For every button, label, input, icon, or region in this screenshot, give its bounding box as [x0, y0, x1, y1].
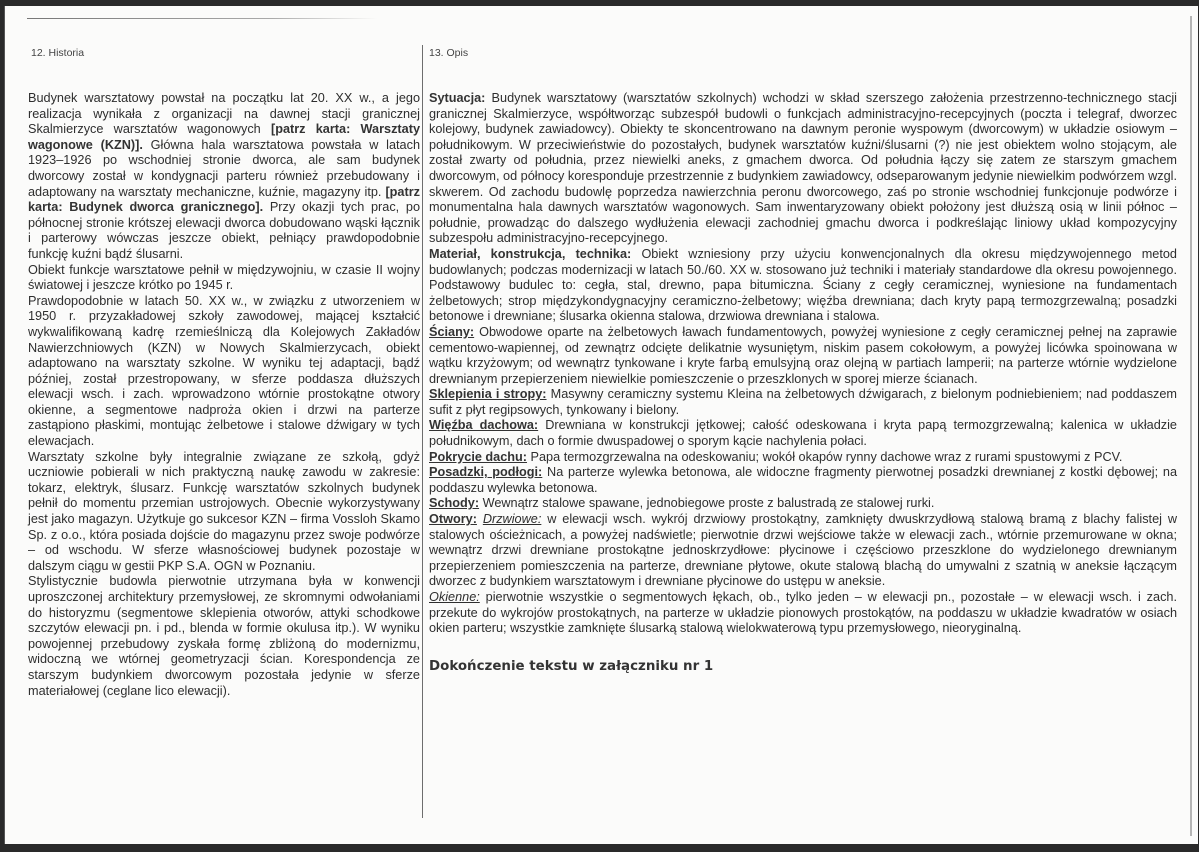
opis-section-material: [429, 247, 1177, 325]
historia-paragraph: Prawdopodobnie w latach 50. XX w., w związku z utworzeniem w 1950 r. przyzakładowej szkoły zawodowej, mającej kształcić wykwalifikowaną kadrę rzemieślniczą dla Kolejowych Zakładów Nawierzchniowych (KZN) w Nowych Skalmierzycach, obiekt adaptowano na warsztaty szkolne. W wyniku tej adaptacji, bądź później, został przestropowany, w sferze poddasza dłuższych elewacji wsch. i zach. wprowadzono wtórnie prostokątne otwory okienne, a segmentowe nadproża okien i drzwi na parterze zastąpiono płaskimi, montując żelbetowe i stalowe dźwigary w tych elewacjach.: [28, 293, 420, 449]
opis-section-sklepienia: [429, 387, 1177, 418]
opis-section-wiezba: [429, 418, 1177, 449]
subsection-label: Drzwiowe:: [482, 512, 542, 527]
cross-reference: [patrz karta: Warsztaty wagonowe (KZN)].: [28, 122, 420, 152]
section-text: Drewniana w konstrukcji jętkowej; całość odeskowana i kryta papą termozgrzewalną; kalenica w układzie południkowym, dach o formie dwuspadowej o sporym kącie nachylenia połaci.: [429, 418, 1177, 449]
section-label: Ściany:: [429, 324, 475, 339]
section-text: Na parterze wylewka betonowa, ale widoczne fragmenty pierwotnej posadzki drewnianej z kostki dębowej; na poddaszu wylewka betonowa.: [429, 465, 1177, 495]
opis-section-schody: [429, 496, 1177, 512]
opis-section-okienne: [429, 590, 1177, 637]
section-label: Otwory:: [429, 512, 477, 527]
historia-column: [28, 91, 420, 699]
section-label: Materiał, konstrukcja, technika:: [429, 246, 632, 261]
section-text: w elewacji wsch. wykrój drzwiowy prostokątny, zamknięty dwuskrzydłową stalową bramą z blachy falistej w stalowych ościeżnicach, a powyżej nadświetle; pierwotnie drzwi wejściowe także w elewacji zach., wtórnie przemurowane w okna; wewnątrz drzwi drewniane prostokątne jednoskrzydłowe: płycinowe i częściowo przeszklone do wydzielonego drewnianym przepierzeniem pomieszczenia na parterze, drewniane płytowe, okute stalową blachą do umywalni z szatnią w aneksie łączącym dworzec z budynkiem warsztatowym i drewniane płycinowe do ustępu w aneksie.: [429, 512, 1177, 589]
section-label: Pokrycie dachu:: [429, 449, 528, 464]
section-label: Posadzki, podłogi:: [429, 465, 543, 480]
section-label: Więźba dachowa:: [429, 418, 539, 433]
section-heading-historia: 12. Historia: [31, 47, 85, 59]
section-text: Wewnątrz stalowe spawane, jednobiegowe proste z balustradą ze stalowej rurki.: [479, 496, 935, 511]
historia-paragraph: Obiekt funkcje warsztatowe pełnił w międzywojniu, w czasie II wojny światowej i jeszcze krótko po 1945 r.: [28, 262, 420, 293]
historia-paragraph: [28, 91, 420, 263]
section-text: Budynek warsztatowy (warsztatów szkolnych) wchodzi w skład szerszego założenia przestrzenno-technicznego stacji granicznej Skalmierzyce, współtworząc subzespół budowli o funkcjach administracyjno-recepcyjnych (poczta i telegraf, dworzec kolejowy, budynek zawiadowcy). Obiekty te skoncentrowano na dawnym peronie wyspowym (dworcowym) w układzie osiowym – południkowym. W przeciwieństwie do pozostałych, budynek warsztatów kuźni/ślusarni (?) nie jest obiektem wolno stojącym, ale został zwarty od południa, przez niewielki aneks, z gmachem dworca. Od południa łączy się zatem ze starszym gmachem dworcowym, od północy koresponduje przestrzennie z budynkiem zawiadowcy, odseparowanym jedynie niewielkim podwórzem wzgl. skwerem. Od zachodu budowlę poprzedza nawierzchnia peronu dworcowego, zaś po stronie wschodniej funkcjonuje podwórze i monumentalna hala dawnych warsztatów wagonowych. Sam inwentaryzowany obiekt położony jest dłuższą osią w linii północ – południe, prowadząc do dalszego wydłużenia elewacji zachodniej gmachu dworca i podkreślając liniowy układ kompozycyjny subzespołu administracyjno-recepcyjnego.: [429, 91, 1177, 246]
section-label: Sklepienia i stropy:: [429, 387, 547, 402]
opis-section-pokrycie: [429, 450, 1177, 466]
section-label: Schody:: [429, 496, 480, 511]
opis-column: [429, 91, 1177, 674]
column-divider: [422, 45, 423, 818]
paragraph-text: Przy okazji tych prac, po północnej stronie krótszej elewacji dworca dobudowano wąski łącznik i parterowy wówczas jeszcze obiekt, pełniący prawdopodobnie funkcję kuźni bądź ślusarni.: [28, 200, 420, 261]
section-text: Obwodowe oparte na żelbetowych ławach fundamentowych, powyżej wyniesione z cegły ceramicznej pełnej na zaprawie cementowo-wapiennej, od zewnątrz odcięte delikatnie wysuniętym, niskim pasem cokołowym, a powyżej licówka spoinowana w wątku krzyżowym; od wewnątrz tynkowane i kryte farbą emulsyjną oraz olejną w partiach lamperii; na parterze wtórnie wydzielone drewnianym przepierzeniem niewielkie pomieszczenie o przeszklonych w sporej mierze ścianach.: [429, 324, 1177, 386]
document-page: [4, 6, 1198, 844]
subsection-label: Okienne:: [429, 590, 480, 604]
opis-section-sciany: [429, 325, 1177, 387]
paragraph-text: Główna hala warsztatowa powstała w latach 1923–1926 po wschodniej stronie dworca, ale sam budynek dworcowy został w kondygnacji parteru również przebudowany i adaptowany na warsztaty mechaniczne, kuźnie, magazyny itp.: [28, 137, 421, 199]
cross-reference: [patrz karta: Budynek dworca granicznego].: [28, 184, 420, 215]
opis-section-sytuacja: [429, 91, 1177, 247]
historia-paragraph: Stylistycznie budowla pierwotnie utrzymana była w konwencji uproszczonej architektury przemysłowej, ze skromnymi odwołaniami do historyzmu (segmentowe sklepienia otworów, attyki schodkowe szczytów elewacji pn. i pd., blenda w formie okulusa itp.). W wyniku powojennej przebudowy zyskała formę zbliżoną do modernizmu, widoczną we wtórnej geometryzacji ścian. Korespondencja ze starszym budynkiem dworcowym pozostała jedynie w sferze materiałowej (ceglane lico elewacji).: [28, 574, 420, 698]
continuation-note: Dokończenie tekstu w załączniku nr 1: [429, 658, 714, 674]
top-rule: [27, 18, 377, 19]
section-heading-opis: 13. Opis: [429, 47, 469, 59]
paragraph-text: Budynek warsztatowy powstał na początku lat 20. XX w., a jego realizacja wynikała z organizacji na dawnej stacji granicznej Skalmierzyce warsztatów wagonowych: [28, 91, 420, 137]
opis-section-posadzki: [429, 465, 1177, 496]
section-text: Obiekt wzniesiony przy użyciu konwencjonalnych dla okresu międzywojennego metod budowlanych; podczas modernizacji w latach 50./60. XX w. stosowano już techniki i materiały standardowe dla okresu powojennego. Podstawowy budulec to: cegła, stal, drewno, papa bitumiczna. Ściany z cegły ceramicznej, wyniesione na fundamentach żelbetowych; strop międzykondygnacyjny ceramiczno-żelbetowy; więźba drewniana; dach kryty papą termozgrzewalną; posadzki betonowe i drewniane; ślusarka okienna stalowa, drzwiowa drewniana i stalowa.: [429, 246, 1177, 324]
opis-section-otwory: [429, 512, 1177, 590]
historia-paragraph: Warsztaty szkolne były integralnie związane ze szkołą, gdyż uczniowie pobierali w nich praktyczną naukę zawodu w zakresie: tokarz, elektryk, ślusarz. Funkcję warsztatów szkolnych budynek pełnił do momentu przemian ustrojowych. Obecnie wykorzystywany jest jako magazyn. Użytkuje go sukcesor KZN – firma Vossloh Skamo Sp. z o.o., która posiada dojście do magazynu przez swoje podwórze – od wschodu. W sferze własnościowej budynek pozostaje w dalszym ciągu w gestii PKP S.A. OGN w Poznaniu.: [28, 449, 420, 573]
section-text: pierwotnie wszystkie o segmentowych łękach, ob., tylko jeden – w elewacji pn., pozostałe – w elewacji wsch. i zach. przekute do wykrojów prostokątnych, na parterze w układzie pionowych prostokątów, na poddaszu w układzie kwadratów w osiach okien parteru; wszystkie zamknięte ślusarką stalową wielokwaterową typu przemysłowego, nieoryginalną.: [429, 590, 1177, 636]
section-label: Sytuacja:: [429, 91, 486, 105]
section-text: Papa termozgrzewalna na odeskowaniu; wokół okapów rynny dachowe wraz z rurami spustowymi z PCV.: [527, 449, 1123, 464]
page-edge: [1190, 16, 1192, 836]
section-text: Masywny ceramiczny systemu Kleina na żelbetowych dźwigarach, z bielonym podniebieniem; nad poddaszem sufit z płyt regipsowych, tynkowany i bielony.: [429, 387, 1178, 417]
